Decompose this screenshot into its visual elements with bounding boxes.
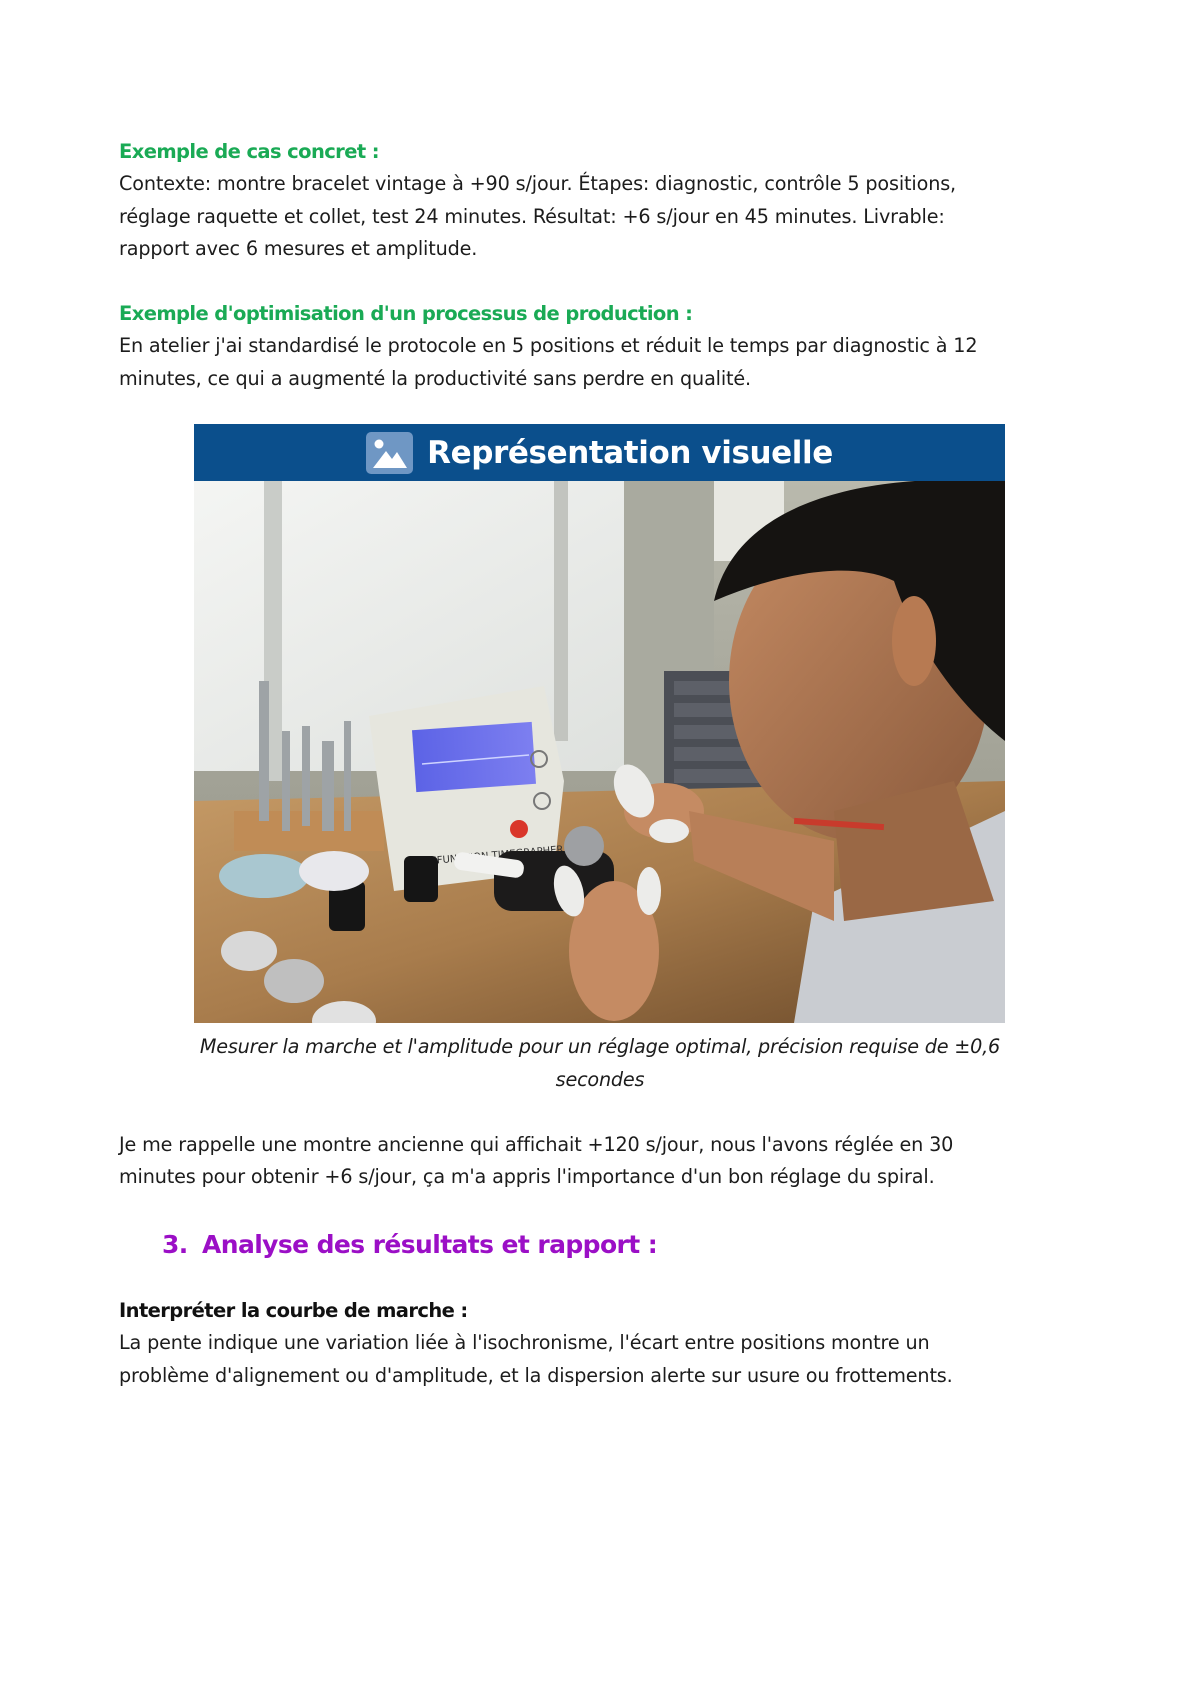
analysis-line: La pente indique une variation liée à l'isochronisme, l'écart entre positions montre un: [119, 1331, 930, 1354]
figure-caption-line: secondes: [555, 1068, 645, 1091]
section-number: 3.: [162, 1230, 188, 1259]
optimisation-example-heading: Exemple d'optimisation d'un processus de production :: [119, 302, 693, 325]
svg-text:MULTIFUNCTION TIMEGRAPHER: MULTIFUNCTION: [407, 850, 490, 869]
case-example-line: réglage raquette et collet, test 24 minutes. Résultat: +6 s/jour en 45 minutes. Livrable:: [119, 205, 945, 228]
section-heading-analysis: [162, 1227, 657, 1263]
watchmaker-photo: [194, 481, 1005, 1023]
interpret-curve-heading: Interpréter la courbe de marche :: [119, 1299, 468, 1322]
anecdote-line: minutes pour obtenir +6 s/jour, ça m'a appris l'importance d'un bon réglage du spiral.: [119, 1165, 935, 1188]
figure-header-title: Représentation visuelle: [427, 434, 833, 471]
analysis-line: problème d'alignement ou d'amplitude, et la dispersion alerte sur usure ou frottements.: [119, 1364, 953, 1387]
case-example-line: rapport avec 6 mesures et amplitude.: [119, 237, 478, 260]
figure-header: [194, 424, 1005, 481]
anecdote-line: Je me rappelle une montre ancienne qui affichait +120 s/jour, nous l'avons réglée en 30: [119, 1133, 954, 1156]
optimisation-line: minutes, ce qui a augmenté la productivité sans perdre en qualité.: [119, 367, 752, 390]
section-title: Analyse des résultats et rapport :: [202, 1230, 658, 1259]
image-icon: [366, 432, 413, 474]
visual-representation-figure: [194, 424, 1005, 1023]
case-example-heading: Exemple de cas concret :: [119, 140, 379, 163]
figure-caption-line: Mesurer la marche et l'amplitude pour un réglage optimal, précision requise de ±0,6: [199, 1035, 1001, 1058]
optimisation-line: En atelier j'ai standardisé le protocole en 5 positions et réduit le temps par diagnostic à 12: [119, 334, 978, 357]
case-example-line: Contexte: montre bracelet vintage à +90 s/jour. Étapes: diagnostic, contrôle 5 positions,: [119, 172, 956, 195]
